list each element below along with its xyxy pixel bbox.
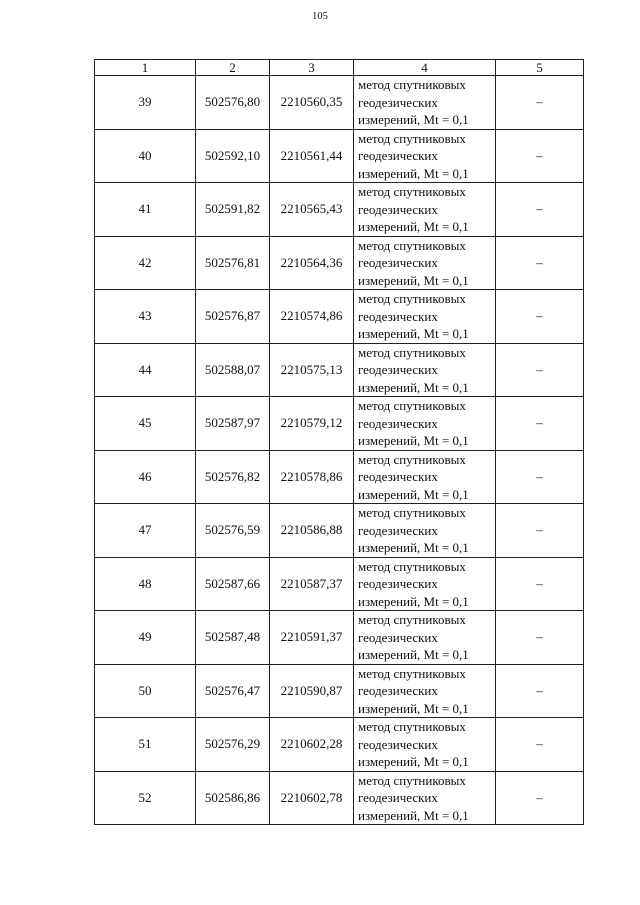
table-row — [95, 450, 584, 504]
table-body — [95, 76, 584, 825]
method-line: измерений, Mt = 0,1 — [358, 593, 469, 609]
note-cell: – — [496, 397, 584, 451]
note-cell: – — [496, 450, 584, 504]
method-cell — [354, 611, 496, 665]
method-line: измерений, Mt = 0,1 — [358, 486, 469, 502]
method-line: измерений, Mt = 0,1 — [358, 165, 469, 181]
table-header — [95, 60, 584, 76]
method-line: метод спутниковых — [358, 130, 466, 146]
table-row — [95, 557, 584, 611]
point-number-cell: 43 — [95, 290, 196, 344]
method-line: измерений, Mt = 0,1 — [358, 112, 469, 127]
method-line: метод спутниковых — [358, 398, 466, 413]
method-line: метод спутниковых — [358, 291, 466, 306]
note-cell: – — [496, 236, 584, 290]
note-cell: – — [496, 664, 584, 718]
method-line: метод спутниковых — [358, 77, 466, 92]
x-coordinate-cell: 502587,48 — [196, 611, 270, 665]
x-coordinate-cell: 502586,86 — [196, 771, 270, 825]
point-number-cell: 50 — [95, 664, 196, 718]
point-number-cell: 51 — [95, 718, 196, 772]
point-number-cell: 52 — [95, 771, 196, 825]
method-line: геодезических — [358, 469, 438, 484]
method-line: геодезических — [358, 683, 438, 698]
method-cell — [354, 236, 496, 290]
y-coordinate-cell: 2210591,37 — [270, 611, 354, 665]
table-row — [95, 290, 584, 344]
method-line: измерений, Mt = 0,1 — [358, 647, 469, 662]
header-col-5: 5 — [496, 60, 584, 76]
method-cell — [354, 450, 496, 504]
method-cell — [354, 771, 496, 825]
y-coordinate-cell: 2210561,44 — [270, 129, 354, 183]
method-line: измерений, Mt = 0,1 — [358, 807, 469, 823]
method-line: метод спутниковых — [358, 505, 466, 520]
method-line: измерений, Mt = 0,1 — [358, 754, 469, 769]
table-row — [95, 664, 584, 718]
method-line: метод спутниковых — [358, 237, 466, 253]
table-row — [95, 183, 584, 237]
point-number-cell: 48 — [95, 557, 196, 611]
point-number-cell: 49 — [95, 611, 196, 665]
y-coordinate-cell: 2210579,12 — [270, 397, 354, 451]
y-coordinate-cell: 2210602,28 — [270, 718, 354, 772]
x-coordinate-cell: 502576,47 — [196, 664, 270, 718]
method-line: геодезических — [358, 94, 438, 110]
method-line: измерений, Mt = 0,1 — [358, 433, 469, 448]
method-line: геодезических — [358, 255, 438, 270]
note-cell: – — [496, 129, 584, 183]
method-line: метод спутниковых — [358, 612, 466, 627]
method-line: метод спутниковых — [358, 772, 466, 788]
method-cell — [354, 718, 496, 772]
method-line: геодезических — [358, 201, 438, 217]
note-cell: – — [496, 290, 584, 344]
x-coordinate-cell: 502576,81 — [196, 236, 270, 290]
x-coordinate-cell: 502576,59 — [196, 504, 270, 558]
method-line: геодезических — [358, 576, 438, 591]
note-cell: – — [496, 76, 584, 130]
x-coordinate-cell: 502587,97 — [196, 397, 270, 451]
method-line: измерений, Mt = 0,1 — [358, 379, 469, 395]
table-row — [95, 504, 584, 558]
method-cell — [354, 129, 496, 183]
table-row — [95, 76, 584, 130]
method-line: геодезических — [358, 736, 438, 752]
table-row — [95, 236, 584, 290]
method-line: измерений, Mt = 0,1 — [358, 272, 469, 288]
y-coordinate-cell: 2210602,78 — [270, 771, 354, 825]
table-row — [95, 129, 584, 183]
y-coordinate-cell: 2210578,86 — [270, 450, 354, 504]
x-coordinate-cell: 502576,87 — [196, 290, 270, 344]
method-line: геодезических — [358, 362, 438, 377]
table-row — [95, 771, 584, 825]
method-line: измерений, Mt = 0,1 — [358, 219, 469, 234]
y-coordinate-cell: 2210565,43 — [270, 183, 354, 237]
page-number: 105 — [312, 11, 328, 22]
point-number-cell: 42 — [95, 236, 196, 290]
coordinates-table — [94, 59, 584, 825]
table-row — [95, 397, 584, 451]
method-cell — [354, 397, 496, 451]
method-cell — [354, 557, 496, 611]
y-coordinate-cell: 2210574,86 — [270, 290, 354, 344]
header-row — [95, 60, 584, 76]
header-col-4: 4 — [354, 60, 496, 76]
point-number-cell: 41 — [95, 183, 196, 237]
method-line: измерений, Mt = 0,1 — [358, 326, 469, 341]
method-line: геодезических — [358, 148, 438, 163]
method-line: геодезических — [358, 415, 438, 431]
note-cell: – — [496, 504, 584, 558]
y-coordinate-cell: 2210586,88 — [270, 504, 354, 558]
header-col-1: 1 — [95, 60, 196, 76]
point-number-cell: 39 — [95, 76, 196, 130]
method-cell — [354, 183, 496, 237]
table-row — [95, 611, 584, 665]
y-coordinate-cell: 2210564,36 — [270, 236, 354, 290]
y-coordinate-cell: 2210560,35 — [270, 76, 354, 130]
method-line: метод спутниковых — [358, 558, 466, 574]
method-line: геодезических — [358, 522, 438, 538]
point-number-cell: 46 — [95, 450, 196, 504]
table-row — [95, 343, 584, 397]
method-line: метод спутниковых — [358, 184, 466, 199]
note-cell: – — [496, 183, 584, 237]
note-cell: – — [496, 343, 584, 397]
method-line: метод спутниковых — [358, 719, 466, 734]
y-coordinate-cell: 2210587,37 — [270, 557, 354, 611]
note-cell: – — [496, 771, 584, 825]
x-coordinate-cell: 502591,82 — [196, 183, 270, 237]
method-cell — [354, 290, 496, 344]
y-coordinate-cell: 2210575,13 — [270, 343, 354, 397]
method-line: метод спутниковых — [358, 665, 466, 681]
x-coordinate-cell: 502592,10 — [196, 129, 270, 183]
note-cell: – — [496, 611, 584, 665]
x-coordinate-cell: 502576,82 — [196, 450, 270, 504]
method-line: измерений, Mt = 0,1 — [358, 700, 469, 716]
method-line: метод спутниковых — [358, 451, 466, 467]
y-coordinate-cell: 2210590,87 — [270, 664, 354, 718]
x-coordinate-cell: 502587,66 — [196, 557, 270, 611]
note-cell: – — [496, 557, 584, 611]
point-number-cell: 47 — [95, 504, 196, 558]
method-line: геодезических — [358, 790, 438, 805]
note-cell: – — [496, 718, 584, 772]
header-col-2: 2 — [196, 60, 270, 76]
method-line: геодезических — [358, 308, 438, 324]
method-cell — [354, 664, 496, 718]
point-number-cell: 44 — [95, 343, 196, 397]
table-row — [95, 718, 584, 772]
point-number-cell: 45 — [95, 397, 196, 451]
method-cell — [354, 504, 496, 558]
x-coordinate-cell: 502576,29 — [196, 718, 270, 772]
header-col-3: 3 — [270, 60, 354, 76]
method-cell — [354, 343, 496, 397]
method-line: измерений, Mt = 0,1 — [358, 540, 469, 555]
method-cell — [354, 76, 496, 130]
x-coordinate-cell: 502588,07 — [196, 343, 270, 397]
method-line: метод спутниковых — [358, 344, 466, 360]
point-number-cell: 40 — [95, 129, 196, 183]
method-line: геодезических — [358, 629, 438, 645]
x-coordinate-cell: 502576,80 — [196, 76, 270, 130]
